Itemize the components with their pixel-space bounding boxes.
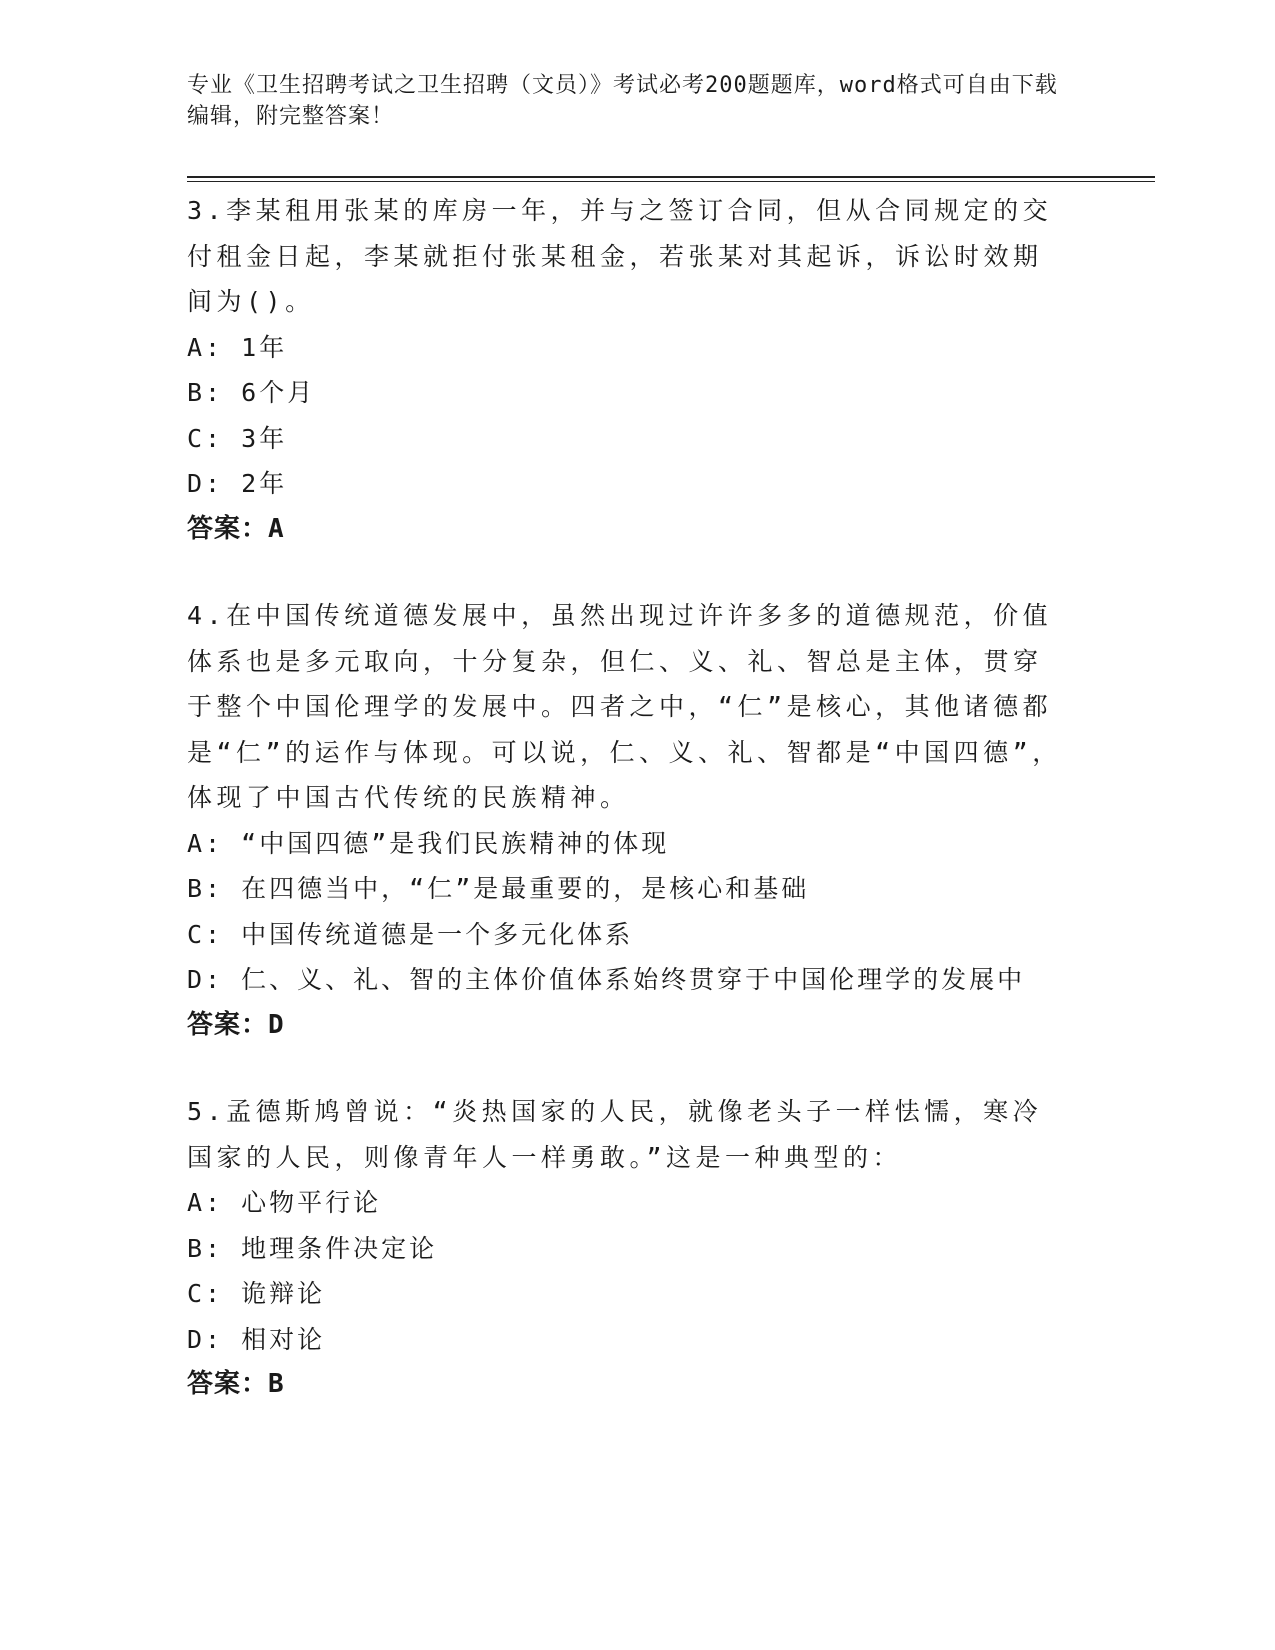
option-d: D: 仁、义、礼、智的主体价值体系始终贯穿于中国伦理学的发展中 — [187, 965, 1026, 994]
option-b: B: 6个月 — [187, 378, 316, 407]
question-item — [187, 1089, 1067, 1408]
option-a: A: 心物平行论 — [187, 1188, 382, 1217]
question-stem: 5.孟德斯鸠曾说：“炎热国家的人民，就像老头子一样怯懦，寒冷国家的人民，则像青年人一样勇敢。”这是一种典型的： — [187, 1097, 1043, 1172]
question-spacer — [187, 552, 1067, 593]
document-header: 专业《卫生招聘考试之卫生招聘（文员）》考试必考200题题库，word格式可自由下载编辑，附完整答案！ — [187, 73, 1058, 129]
option-b: B: 地理条件决定论 — [187, 1233, 438, 1263]
option-b: B: 在四德当中，“仁”是最重要的，是核心和基础 — [187, 874, 810, 903]
option-a: A: 1年 — [187, 332, 288, 362]
question-stem: 3.李某租用张某的库房一年，并与之签订合同，但从合同规定的交付租金日起，李某就拒付张某租金，若张某对其起诉，诉讼时效期间为()。 — [187, 196, 1053, 316]
option-a: A: “中国四德”是我们民族精神的体现 — [187, 828, 670, 858]
option-c: C: 3年 — [187, 423, 288, 453]
answer-line: 答案：A — [187, 513, 285, 544]
question-item — [187, 188, 1067, 552]
option-c: C: 中国传统道德是一个多元化体系 — [187, 919, 634, 949]
option-d: D: 相对论 — [187, 1324, 326, 1354]
option-d: D: 2年 — [187, 469, 288, 498]
question-spacer — [187, 1048, 1067, 1089]
question-item — [187, 593, 1067, 1048]
answer-line: 答案：B — [187, 1369, 285, 1399]
question-stem: 4.在中国传统道德发展中，虽然出现过许许多多的道德规范，价值体系也是多元取向，十分复杂，但仁、义、礼、智总是主体，贯穿于整个中国伦理学的发展中。四者之中，“仁”是核心，其他诸德都是“仁”的运作与体现。可以说，仁、义、礼、智都是“中国四德”，体现了中国古代传统的民族精神。 — [187, 601, 1062, 812]
question-list — [187, 188, 1067, 1408]
answer-line: 答案：D — [187, 1009, 285, 1040]
header-divider-thick — [187, 176, 1155, 178]
header-divider-thin — [187, 181, 1155, 182]
option-c: C: 诡辩论 — [187, 1279, 326, 1308]
